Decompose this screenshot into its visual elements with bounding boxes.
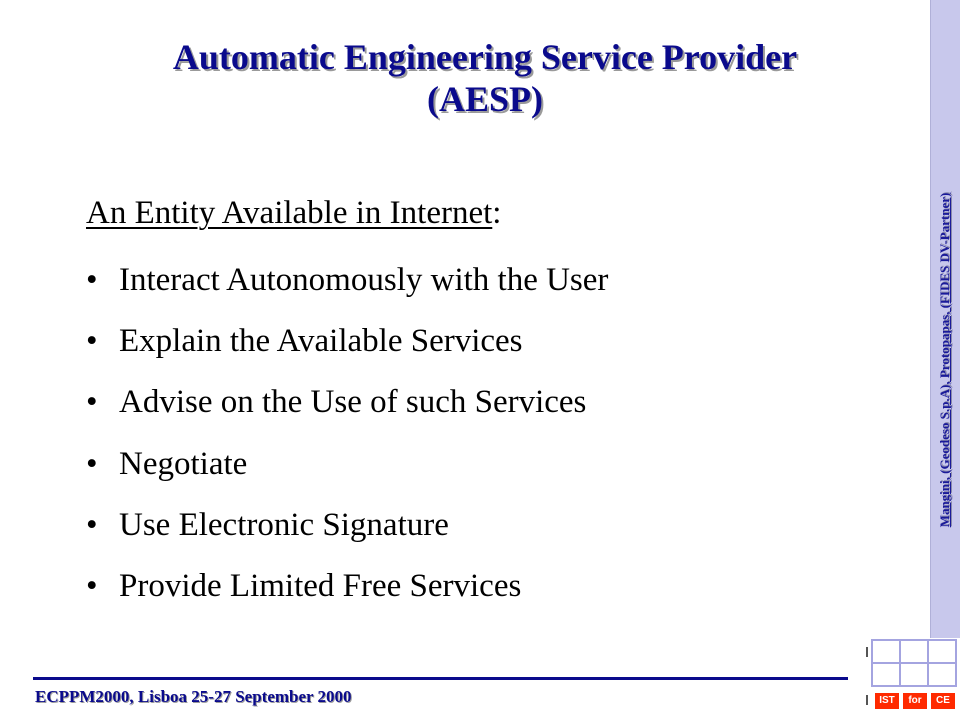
bullet-list xyxy=(86,254,608,621)
logo-tile-ce: CE xyxy=(931,693,955,709)
intro-suffix: : xyxy=(492,195,502,231)
footer-text: ECPPM2000, Lisboa 25-27 September 2000 xyxy=(35,687,352,706)
bullet-item xyxy=(86,438,608,499)
title-line-1: Automatic Engineering Service Provider xyxy=(172,37,798,77)
logo-tile-ist: IST xyxy=(875,693,899,709)
author-credit: Mangini, (Geodeso S.p.A), Protopapas, (FIDES DV-Partner) xyxy=(937,192,952,528)
ist-for-ce-logo xyxy=(871,639,960,720)
bullet-icon: • xyxy=(86,384,98,421)
bullet-text: Advise on the Use of such Services xyxy=(119,384,587,421)
divider-tick xyxy=(866,695,868,705)
bullet-text: Use Electronic Signature xyxy=(119,506,449,543)
bullet-item xyxy=(86,315,608,376)
title-line-2: (AESP) xyxy=(427,79,543,119)
bullet-icon: • xyxy=(86,323,98,360)
bullet-text: Negotiate xyxy=(119,445,248,482)
intro-underlined-text: An Entity Available in Internet xyxy=(86,195,493,231)
bullet-text: Explain the Available Services xyxy=(119,323,523,360)
intro-heading xyxy=(86,195,501,232)
bullet-item xyxy=(86,560,608,621)
divider-tick xyxy=(866,647,868,657)
bullet-item xyxy=(86,376,608,437)
bullet-icon: • xyxy=(86,506,98,543)
bullet-item xyxy=(86,254,608,315)
bullet-text: Provide Limited Free Services xyxy=(119,567,522,604)
bullet-text: Interact Autonomously with the User xyxy=(119,262,609,298)
footer-divider xyxy=(33,677,848,680)
slide-title xyxy=(60,36,910,120)
bullet-icon: • xyxy=(86,262,98,298)
bullet-icon: • xyxy=(86,567,98,604)
logo-grid xyxy=(871,639,957,687)
bullet-icon: • xyxy=(86,445,98,482)
logo-tile-for: for xyxy=(903,693,927,709)
bullet-item xyxy=(86,499,608,560)
